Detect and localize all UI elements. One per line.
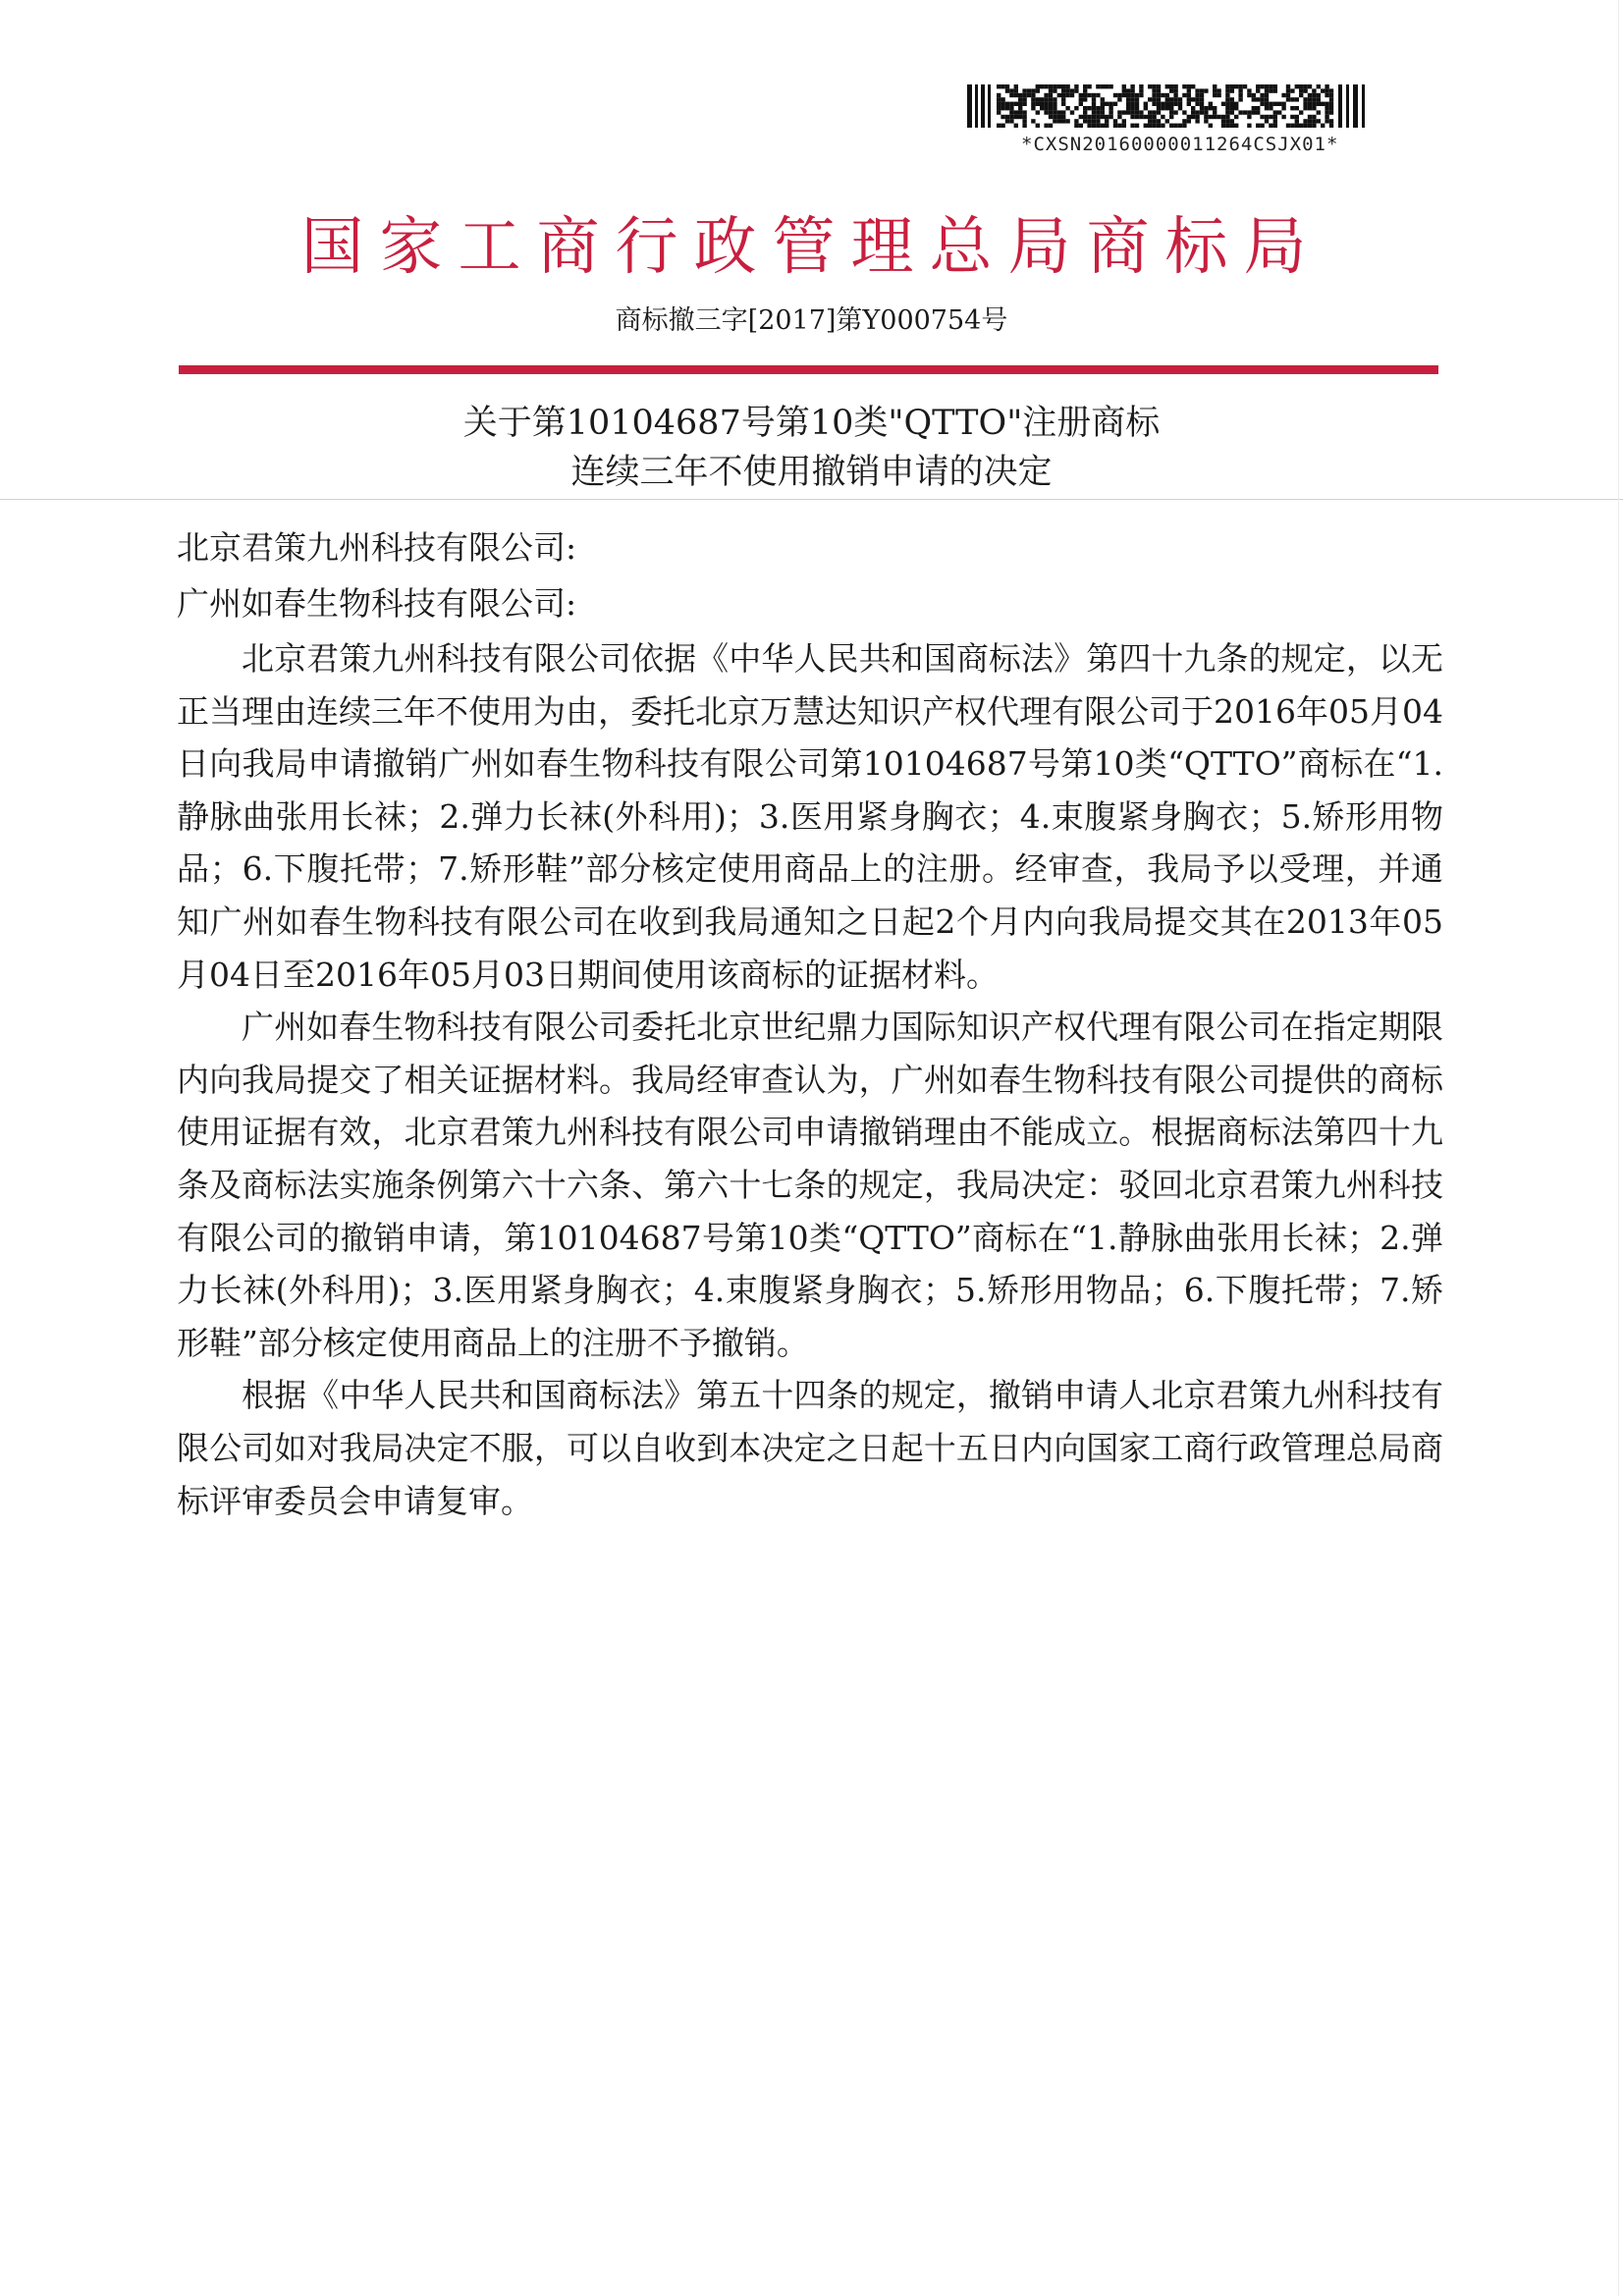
- scan-fold-line: [0, 499, 1623, 500]
- decision-title-line-2: 连续三年不使用撤销申请的决定: [570, 453, 1053, 492]
- scan-edge-line: [1618, 0, 1619, 2296]
- paragraph-decision: 广州如春生物科技有限公司委托北京世纪鼎力国际知识产权代理有限公司在指定期限内向我局提交了相关证据材料。我局经审查认为，广州如春生物科技有限公司提供的商标使用证据有效，北京君策九州科技有限公司申请撤销理由不能成立。根据商标法第四十九条及商标法实施条例第六十六条、第六十七条的规定，我局决定：驳回北京君策九州科技有限公司的撤销申请，第10104687号第10类“QTTO”商标在“1.静脉曲张用长袜；2.弹力长袜(外科用)；3.医用紧身胸衣；4.束腹紧身胸衣；5.矫形用物品；6.下腹托带；7.矫形鞋”部分核定使用商品上的注册不予撤销。: [177, 1008, 1443, 1362]
- paragraph-application: 北京君策九州科技有限公司依据《中华人民共和国商标法》第四十九条的规定，以无正当理由连续三年不使用为由，委托北京万慧达知识产权代理有限公司于2016年05月04日向我局申请撤销广州如春生物科技有限公司第10104687号第10类“QTTO”商标在“1.静脉曲张用长袜；2.弹力长袜(外科用)；3.医用紧身胸衣；4.束腹紧身胸衣；5.矫形用物品；6.下腹托带；7.矫形鞋”部分核定使用商品上的注册。经审查，我局予以受理，并通知广州如春生物科技有限公司在收到我局通知之日起2个月内向我局提交其在2013年05月04日至2016年05月03日期间使用该商标的证据材料。: [177, 639, 1443, 994]
- decision-title-line-1: 关于第10104687号第10类"QTTO"注册商标: [462, 404, 1161, 443]
- agency-header: 国家工商行政管理总局商标局: [300, 211, 1323, 284]
- paragraph-review-rights: 根据《中华人民共和国商标法》第五十四条的规定，撤销申请人北京君策九州科技有限公司如对我局决定不服，可以自收到本决定之日起十五日内向国家工商行政管理总局商标评审委员会申请复审。: [177, 1376, 1443, 1520]
- decision-body: [177, 632, 1443, 1527]
- barcode-graphic: [967, 84, 1370, 128]
- barcode-text: *CXSN20160000011264CSJX01*: [1021, 134, 1339, 155]
- header-divider: [179, 365, 1438, 374]
- decision-title: [0, 399, 1623, 497]
- document-number: 商标撤三字[2017]第Y000754号: [615, 305, 1008, 336]
- addressee-registrant: 广州如春生物科技有限公司:: [177, 584, 577, 623]
- addressee-applicant: 北京君策九州科技有限公司:: [177, 528, 577, 567]
